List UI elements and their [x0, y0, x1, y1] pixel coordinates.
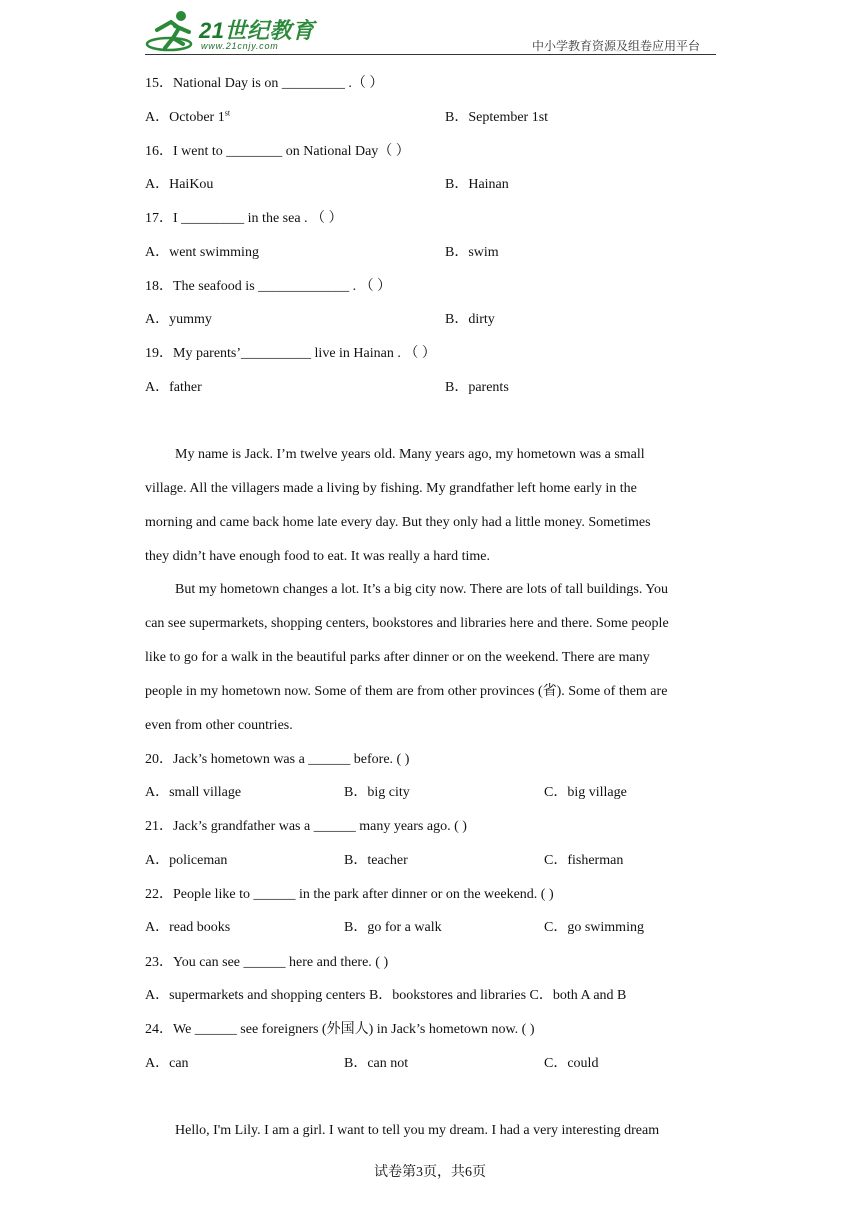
- options-19: [145, 379, 716, 397]
- option-15-b: B．September 1st: [445, 110, 549, 125]
- option-18-a: A．yummy: [145, 312, 212, 327]
- options-23: A．supermarkets and shopping centers B．bookstores and libraries C．both A and B: [145, 988, 627, 1003]
- passage1-line-3: morning and came back home late every day. But they only had a little money. Sometimes: [145, 515, 651, 530]
- option-16-b: B．Hainan: [445, 177, 509, 192]
- header-divider: [145, 54, 716, 55]
- option-15-a: A．October 1st: [145, 108, 231, 125]
- question-18: 18．The seafood is _____________ . （ ）: [145, 279, 392, 294]
- passage1-line-2: village. All the villagers made a living by fishing. My grandfather left home early in the: [145, 481, 637, 496]
- option-24-b: B．can not: [344, 1056, 409, 1071]
- question-20: 20．Jack’s hometown was a ______ before. ( ): [145, 752, 410, 767]
- option-20-a: A．small village: [145, 785, 242, 800]
- passage1-line-6: can see supermarkets, shopping centers, bookstores and libraries here and there. Some people: [145, 616, 669, 631]
- question-23: 23．You can see ______ here and there. ( ): [145, 955, 389, 970]
- question-19: 19．My parents’__________ live in Hainan . （ ）: [145, 346, 436, 361]
- passage1-line-5: But my hometown changes a lot. It’s a big city now. There are lots of tall buildings. You: [175, 582, 669, 597]
- logo-url: www.21cnjy.com: [201, 41, 279, 51]
- options-21: [145, 852, 716, 870]
- question-16: 16．I went to ________ on National Day（ ）: [145, 144, 410, 159]
- logo-text: 21世纪教育: [199, 18, 315, 43]
- question-24: 24．We ______ see foreigners (外国人) in Jack’s hometown now. ( ): [145, 1022, 535, 1037]
- option-22-b: B．go for a walk: [344, 920, 442, 935]
- option-17-b: B．swim: [445, 245, 499, 260]
- option-16-a: A．HaiKou: [145, 177, 214, 192]
- question-15: 15．National Day is on _________ .（ ）: [145, 76, 384, 91]
- option-21-b: B．teacher: [344, 853, 408, 868]
- passage1-line-9: even from other countries.: [145, 718, 293, 733]
- option-19-b: B．parents: [445, 380, 509, 395]
- option-20-c: C．big village: [544, 785, 627, 800]
- page-footer: 试卷第3页，共6页: [374, 1165, 486, 1180]
- option-22-c: C．go swimming: [544, 920, 644, 935]
- question-21: 21．Jack’s grandfather was a ______ many years ago. ( ): [145, 819, 467, 834]
- options-18: [145, 311, 716, 329]
- option-21-c: C．fisherman: [544, 853, 624, 868]
- options-24: [145, 1055, 716, 1073]
- passage1-line-8: people in my hometown now. Some of them are from other provinces (省). Some of them are: [145, 684, 668, 699]
- option-17-a: A．went swimming: [145, 245, 259, 260]
- options-15: [145, 109, 716, 127]
- option-24-a: A．can: [145, 1056, 189, 1071]
- passage1-line-1: My name is Jack. I’m twelve years old. Many years ago, my hometown was a small: [175, 447, 645, 462]
- options-17: [145, 244, 716, 262]
- options-20: [145, 784, 716, 802]
- options-22: [145, 919, 716, 937]
- option-18-b: B．dirty: [445, 312, 495, 327]
- passage2-line-1: Hello, I'm Lily. I am a girl. I want to tell you my dream. I had a very interesting dream: [175, 1123, 660, 1138]
- option-19-a: A．father: [145, 380, 202, 395]
- passage1-line-4: they didn’t have enough food to eat. It was really a hard time.: [145, 549, 490, 564]
- option-21-a: A．policeman: [145, 853, 228, 868]
- options-16: [145, 176, 716, 194]
- question-17: 17．I _________ in the sea . （ ）: [145, 211, 343, 226]
- question-22: 22．People like to ______ in the park after dinner or on the weekend. ( ): [145, 887, 554, 902]
- option-20-b: B．big city: [344, 785, 410, 800]
- runner-logo-icon: [145, 8, 205, 54]
- logo: [145, 8, 325, 54]
- passage1-line-7: like to go for a walk in the beautiful parks after dinner or on the weekend. There are many: [145, 650, 650, 665]
- page-header: [145, 8, 716, 56]
- option-22-a: A．read books: [145, 920, 231, 935]
- platform-name: 中小学教育资源及组卷应用平台: [531, 39, 700, 53]
- option-24-c: C．could: [544, 1056, 599, 1071]
